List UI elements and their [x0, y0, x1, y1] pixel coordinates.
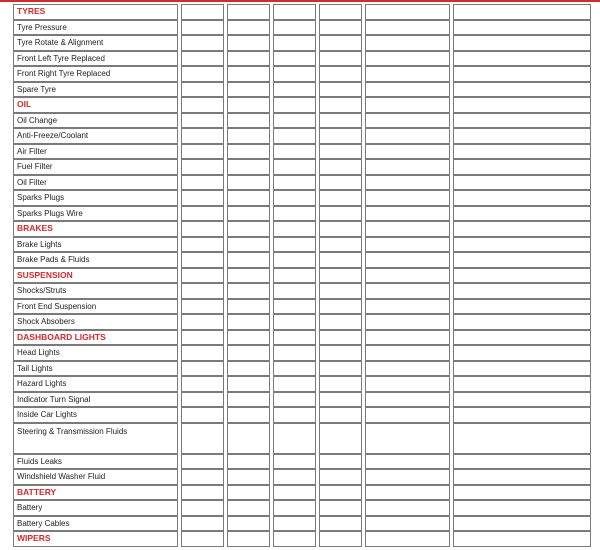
entry-cell[interactable] [181, 469, 224, 485]
entry-cell[interactable] [319, 20, 362, 36]
entry-cell[interactable] [273, 113, 316, 129]
entry-cell[interactable] [227, 423, 270, 454]
entry-cell[interactable] [319, 469, 362, 485]
entry-cell[interactable] [319, 268, 362, 284]
entry-cell[interactable] [181, 97, 224, 113]
entry-cell[interactable] [319, 500, 362, 516]
item-label: Battery [13, 500, 178, 516]
entry-cell[interactable] [319, 221, 362, 237]
entry-cell[interactable] [453, 82, 591, 98]
entry-cell[interactable] [181, 66, 224, 82]
entry-cell[interactable] [227, 97, 270, 113]
entry-cell[interactable] [273, 159, 316, 175]
entry-cell[interactable] [365, 500, 450, 516]
entry-cell[interactable] [319, 190, 362, 206]
entry-cell[interactable] [453, 175, 591, 191]
entry-cell[interactable] [273, 376, 316, 392]
entry-cell[interactable] [319, 175, 362, 191]
entry-cell[interactable] [319, 485, 362, 501]
entry-cell[interactable] [181, 51, 224, 67]
entry-cell[interactable] [453, 454, 591, 470]
entry-cell[interactable] [227, 407, 270, 423]
entry-cell[interactable] [453, 516, 591, 532]
entry-cell[interactable] [181, 361, 224, 377]
entry-cell[interactable] [227, 283, 270, 299]
item-label: Air Filter [13, 144, 178, 160]
entry-cell[interactable] [227, 82, 270, 98]
entry-cell[interactable] [273, 500, 316, 516]
entry-cell[interactable] [365, 407, 450, 423]
entry-cell[interactable] [227, 190, 270, 206]
entry-cell[interactable] [319, 345, 362, 361]
entry-cell[interactable] [227, 252, 270, 268]
entry-cell[interactable] [227, 4, 270, 20]
section-title: OIL [13, 97, 178, 113]
entry-cell[interactable] [273, 531, 316, 547]
section-title: DASHBOARD LIGHTS [13, 330, 178, 346]
entry-cell[interactable] [453, 361, 591, 377]
entry-cell[interactable] [365, 268, 450, 284]
entry-cell[interactable] [319, 516, 362, 532]
entry-cell[interactable] [453, 128, 591, 144]
item-label: Hazard Lights [13, 376, 178, 392]
entry-cell[interactable] [181, 330, 224, 346]
top-accent-rule [0, 0, 600, 2]
entry-cell[interactable] [453, 376, 591, 392]
entry-cell[interactable] [273, 516, 316, 532]
entry-cell[interactable] [319, 314, 362, 330]
entry-cell[interactable] [365, 35, 450, 51]
entry-cell[interactable] [273, 345, 316, 361]
entry-cell[interactable] [181, 345, 224, 361]
maintenance-checklist-table [13, 4, 589, 547]
entry-cell[interactable] [181, 407, 224, 423]
entry-cell[interactable] [453, 485, 591, 501]
entry-cell[interactable] [319, 82, 362, 98]
entry-cell[interactable] [227, 113, 270, 129]
entry-cell[interactable] [453, 345, 591, 361]
entry-cell[interactable] [453, 4, 591, 20]
entry-cell[interactable] [227, 35, 270, 51]
entry-cell[interactable] [227, 531, 270, 547]
entry-cell[interactable] [365, 283, 450, 299]
entry-cell[interactable] [181, 531, 224, 547]
entry-cell[interactable] [181, 190, 224, 206]
entry-cell[interactable] [181, 82, 224, 98]
entry-cell[interactable] [319, 66, 362, 82]
entry-cell[interactable] [365, 82, 450, 98]
entry-cell[interactable] [273, 423, 316, 454]
entry-cell[interactable] [319, 392, 362, 408]
entry-cell[interactable] [181, 299, 224, 315]
entry-cell[interactable] [273, 4, 316, 20]
entry-cell[interactable] [453, 97, 591, 113]
entry-cell[interactable] [181, 113, 224, 129]
entry-cell[interactable] [227, 314, 270, 330]
entry-cell[interactable] [181, 175, 224, 191]
entry-cell[interactable] [227, 454, 270, 470]
item-label: Indicator Turn Signal [13, 392, 178, 408]
entry-cell[interactable] [227, 392, 270, 408]
entry-cell[interactable] [365, 299, 450, 315]
item-label: Spare Tyre [13, 82, 178, 98]
entry-cell[interactable] [365, 516, 450, 532]
entry-cell[interactable] [319, 4, 362, 20]
item-label: Oil Change [13, 113, 178, 129]
entry-cell[interactable] [365, 128, 450, 144]
entry-cell[interactable] [319, 128, 362, 144]
entry-cell[interactable] [273, 314, 316, 330]
entry-cell[interactable] [227, 376, 270, 392]
entry-cell[interactable] [319, 159, 362, 175]
entry-cell[interactable] [365, 314, 450, 330]
entry-cell[interactable] [227, 159, 270, 175]
entry-cell[interactable] [365, 66, 450, 82]
entry-cell[interactable] [365, 237, 450, 253]
entry-cell[interactable] [273, 237, 316, 253]
entry-cell[interactable] [227, 361, 270, 377]
entry-cell[interactable] [319, 531, 362, 547]
entry-cell[interactable] [453, 330, 591, 346]
entry-cell[interactable] [453, 423, 591, 454]
entry-cell[interactable] [453, 237, 591, 253]
entry-cell[interactable] [453, 392, 591, 408]
entry-cell[interactable] [181, 4, 224, 20]
item-label: Tail Lights [13, 361, 178, 377]
section-title: WIPERS [13, 531, 178, 547]
entry-cell[interactable] [273, 66, 316, 82]
entry-cell[interactable] [273, 51, 316, 67]
entry-cell[interactable] [227, 330, 270, 346]
item-label: Brake Lights [13, 237, 178, 253]
entry-cell[interactable] [273, 82, 316, 98]
entry-cell[interactable] [227, 221, 270, 237]
entry-cell[interactable] [227, 345, 270, 361]
entry-cell[interactable] [319, 330, 362, 346]
item-label: Tyre Pressure [13, 20, 178, 36]
entry-cell[interactable] [273, 469, 316, 485]
entry-cell[interactable] [453, 252, 591, 268]
entry-cell[interactable] [365, 51, 450, 67]
entry-cell[interactable] [453, 190, 591, 206]
entry-cell[interactable] [227, 51, 270, 67]
entry-cell[interactable] [273, 330, 316, 346]
entry-cell[interactable] [273, 221, 316, 237]
item-label: Battery Cables [13, 516, 178, 532]
entry-cell[interactable] [319, 144, 362, 160]
item-label: Front End Suspension [13, 299, 178, 315]
entry-cell[interactable] [365, 469, 450, 485]
entry-cell[interactable] [273, 97, 316, 113]
entry-cell[interactable] [181, 423, 224, 454]
entry-cell[interactable] [273, 175, 316, 191]
entry-cell[interactable] [319, 361, 362, 377]
entry-cell[interactable] [365, 20, 450, 36]
entry-cell[interactable] [319, 97, 362, 113]
entry-cell[interactable] [319, 237, 362, 253]
entry-cell[interactable] [273, 252, 316, 268]
entry-cell[interactable] [453, 299, 591, 315]
entry-cell[interactable] [273, 407, 316, 423]
entry-cell[interactable] [365, 144, 450, 160]
entry-cell[interactable] [273, 144, 316, 160]
entry-cell[interactable] [273, 20, 316, 36]
entry-cell[interactable] [227, 500, 270, 516]
entry-cell[interactable] [319, 299, 362, 315]
entry-cell[interactable] [273, 128, 316, 144]
entry-cell[interactable] [181, 376, 224, 392]
item-label: Steering & Transmission Fluids [13, 423, 178, 454]
item-label: Sparks Plugs Wire [13, 206, 178, 222]
entry-cell[interactable] [453, 113, 591, 129]
entry-cell[interactable] [181, 268, 224, 284]
entry-cell[interactable] [319, 407, 362, 423]
entry-cell[interactable] [365, 531, 450, 547]
entry-cell[interactable] [453, 206, 591, 222]
entry-cell[interactable] [365, 361, 450, 377]
entry-cell[interactable] [181, 500, 224, 516]
entry-cell[interactable] [181, 252, 224, 268]
item-label: Oil Filter [13, 175, 178, 191]
entry-cell[interactable] [365, 485, 450, 501]
entry-cell[interactable] [365, 252, 450, 268]
item-label: Tyre Rotate & Alignment [13, 35, 178, 51]
entry-cell[interactable] [453, 531, 591, 547]
entry-cell[interactable] [319, 376, 362, 392]
entry-cell[interactable] [273, 283, 316, 299]
entry-cell[interactable] [453, 283, 591, 299]
entry-cell[interactable] [453, 35, 591, 51]
item-label: Brake Pads & Fluids [13, 252, 178, 268]
item-label: Shocks/Struts [13, 283, 178, 299]
section-title: BRAKES [13, 221, 178, 237]
entry-cell[interactable] [365, 423, 450, 454]
entry-cell[interactable] [227, 516, 270, 532]
item-label: Anti-Freeze/Coolant [13, 128, 178, 144]
entry-cell[interactable] [181, 392, 224, 408]
entry-cell[interactable] [365, 454, 450, 470]
entry-cell[interactable] [181, 516, 224, 532]
entry-cell[interactable] [365, 392, 450, 408]
entry-cell[interactable] [453, 314, 591, 330]
item-label: Shock Absobers [13, 314, 178, 330]
entry-cell[interactable] [273, 35, 316, 51]
entry-cell[interactable] [227, 469, 270, 485]
section-title: TYRES [13, 4, 178, 20]
entry-cell[interactable] [319, 252, 362, 268]
entry-cell[interactable] [181, 314, 224, 330]
item-label: Fuel Filter [13, 159, 178, 175]
entry-cell[interactable] [365, 345, 450, 361]
entry-cell[interactable] [365, 175, 450, 191]
entry-cell[interactable] [181, 485, 224, 501]
entry-cell[interactable] [273, 454, 316, 470]
section-title: SUSPENSION [13, 268, 178, 284]
entry-cell[interactable] [365, 113, 450, 129]
entry-cell[interactable] [453, 268, 591, 284]
entry-cell[interactable] [453, 469, 591, 485]
entry-cell[interactable] [319, 454, 362, 470]
entry-cell[interactable] [365, 4, 450, 20]
item-label: Head Lights [13, 345, 178, 361]
entry-cell[interactable] [453, 159, 591, 175]
entry-cell[interactable] [227, 144, 270, 160]
entry-cell[interactable] [273, 361, 316, 377]
entry-cell[interactable] [227, 268, 270, 284]
entry-cell[interactable] [273, 268, 316, 284]
item-label: Windshield Washer Fluid [13, 469, 178, 485]
entry-cell[interactable] [181, 454, 224, 470]
entry-cell[interactable] [273, 485, 316, 501]
entry-cell[interactable] [273, 392, 316, 408]
item-label: Inside Car Lights [13, 407, 178, 423]
entry-cell[interactable] [365, 206, 450, 222]
entry-cell[interactable] [181, 237, 224, 253]
entry-cell[interactable] [319, 51, 362, 67]
entry-cell[interactable] [365, 190, 450, 206]
entry-cell[interactable] [181, 144, 224, 160]
entry-cell[interactable] [227, 175, 270, 191]
entry-cell[interactable] [365, 330, 450, 346]
item-label: Sparks Plugs [13, 190, 178, 206]
entry-cell[interactable] [453, 66, 591, 82]
entry-cell[interactable] [227, 128, 270, 144]
entry-cell[interactable] [365, 376, 450, 392]
entry-cell[interactable] [181, 128, 224, 144]
entry-cell[interactable] [365, 221, 450, 237]
item-label: Fluids Leaks [13, 454, 178, 470]
entry-cell[interactable] [181, 35, 224, 51]
entry-cell[interactable] [227, 66, 270, 82]
entry-cell[interactable] [453, 500, 591, 516]
entry-cell[interactable] [453, 144, 591, 160]
entry-cell[interactable] [227, 20, 270, 36]
section-title: BATTERY [13, 485, 178, 501]
entry-cell[interactable] [365, 97, 450, 113]
entry-cell[interactable] [181, 221, 224, 237]
entry-cell[interactable] [181, 206, 224, 222]
entry-cell[interactable] [365, 159, 450, 175]
entry-cell[interactable] [319, 113, 362, 129]
entry-cell[interactable] [227, 485, 270, 501]
entry-cell[interactable] [453, 407, 591, 423]
entry-cell[interactable] [181, 20, 224, 36]
entry-cell[interactable] [453, 20, 591, 36]
entry-cell[interactable] [181, 283, 224, 299]
entry-cell[interactable] [319, 423, 362, 454]
entry-cell[interactable] [319, 283, 362, 299]
entry-cell[interactable] [273, 190, 316, 206]
entry-cell[interactable] [319, 206, 362, 222]
entry-cell[interactable] [227, 206, 270, 222]
entry-cell[interactable] [319, 35, 362, 51]
item-label: Front Left Tyre Replaced [13, 51, 178, 67]
item-label: Front Right Tyre Replaced [13, 66, 178, 82]
entry-cell[interactable] [273, 206, 316, 222]
entry-cell[interactable] [181, 159, 224, 175]
entry-cell[interactable] [453, 221, 591, 237]
entry-cell[interactable] [227, 299, 270, 315]
entry-cell[interactable] [453, 51, 591, 67]
entry-cell[interactable] [227, 237, 270, 253]
entry-cell[interactable] [273, 299, 316, 315]
